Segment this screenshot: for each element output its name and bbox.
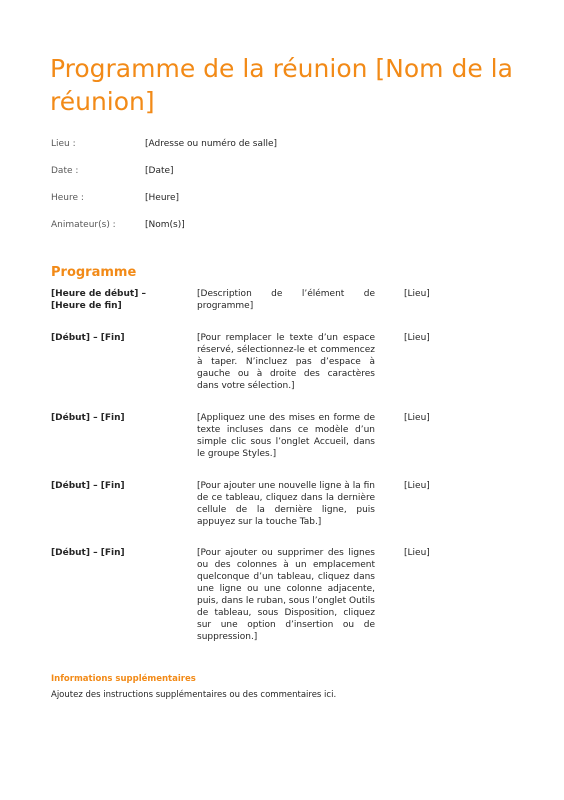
agenda-description[interactable]: [Pour ajouter ou supprimer des lignes ou des colonnes à un emplacement quelconque d’un tableau, cliquez dans une ligne ou une colonne adjacente, puis, dans le ruban, sous l’onglet Outils de tableau, sous Disposition, cliquez sur une option d’insertion ou de suppression.]	[197, 548, 375, 642]
agenda-description[interactable]: [Appliquez une des mises en forme de texte incluses dans ce modèle d’un simple clic sous l’onglet Accueil, dans le groupe Styles.]	[197, 413, 375, 459]
location-label: Lieu :	[51, 139, 76, 149]
agenda-description[interactable]: [Description de l’élément de programme]	[197, 289, 375, 311]
agenda-location[interactable]: [Lieu]	[404, 289, 430, 299]
agenda-location[interactable]: [Lieu]	[404, 548, 430, 558]
agenda-time[interactable]: [Début] – [Fin]	[51, 333, 125, 343]
time-row	[51, 192, 511, 219]
agenda-time[interactable]: [Heure de début] – [Heure de fin]	[51, 289, 146, 311]
agenda-location[interactable]: [Lieu]	[404, 413, 430, 423]
agenda-time[interactable]: [Début] – [Fin]	[51, 413, 125, 423]
additional-info-text[interactable]: Ajoutez des instructions supplémentaires ou des commentaires ici.	[51, 690, 337, 700]
date-value[interactable]: [Date]	[145, 166, 174, 176]
location-value[interactable]: [Adresse ou numéro de salle]	[145, 139, 278, 149]
facilitator-value[interactable]: [Nom(s)]	[145, 220, 185, 230]
agenda-description[interactable]: [Pour ajouter une nouvelle ligne à la fin de ce tableau, cliquez dans la dernière cellule de la dernière ligne, puis appuyez sur la touche Tab.]	[197, 481, 375, 527]
additional-info-heading: Informations supplémentaires	[51, 674, 196, 684]
date-row	[51, 165, 511, 192]
facilitator-row	[51, 219, 511, 246]
programme-heading: Programme	[51, 265, 137, 280]
facilitator-label: Animateur(s) :	[51, 220, 116, 230]
time-label: Heure :	[51, 193, 84, 203]
agenda-location[interactable]: [Lieu]	[404, 481, 430, 491]
agenda-location[interactable]: [Lieu]	[404, 333, 430, 343]
time-value[interactable]: [Heure]	[145, 193, 180, 203]
date-label: Date :	[51, 166, 79, 176]
agenda-description[interactable]: [Pour remplacer le texte d’un espace réservé, sélectionnez-le et commencez à taper. N’incluez pas d’espace à gauche ou à droite des caractères dans votre sélection.]	[197, 333, 375, 391]
agenda-time[interactable]: [Début] – [Fin]	[51, 481, 125, 491]
location-row	[51, 138, 511, 165]
agenda-time[interactable]: [Début] – [Fin]	[51, 548, 125, 558]
meeting-details	[51, 138, 511, 246]
page-title: Programme de la réunion [Nom de la réunion]	[50, 54, 513, 116]
